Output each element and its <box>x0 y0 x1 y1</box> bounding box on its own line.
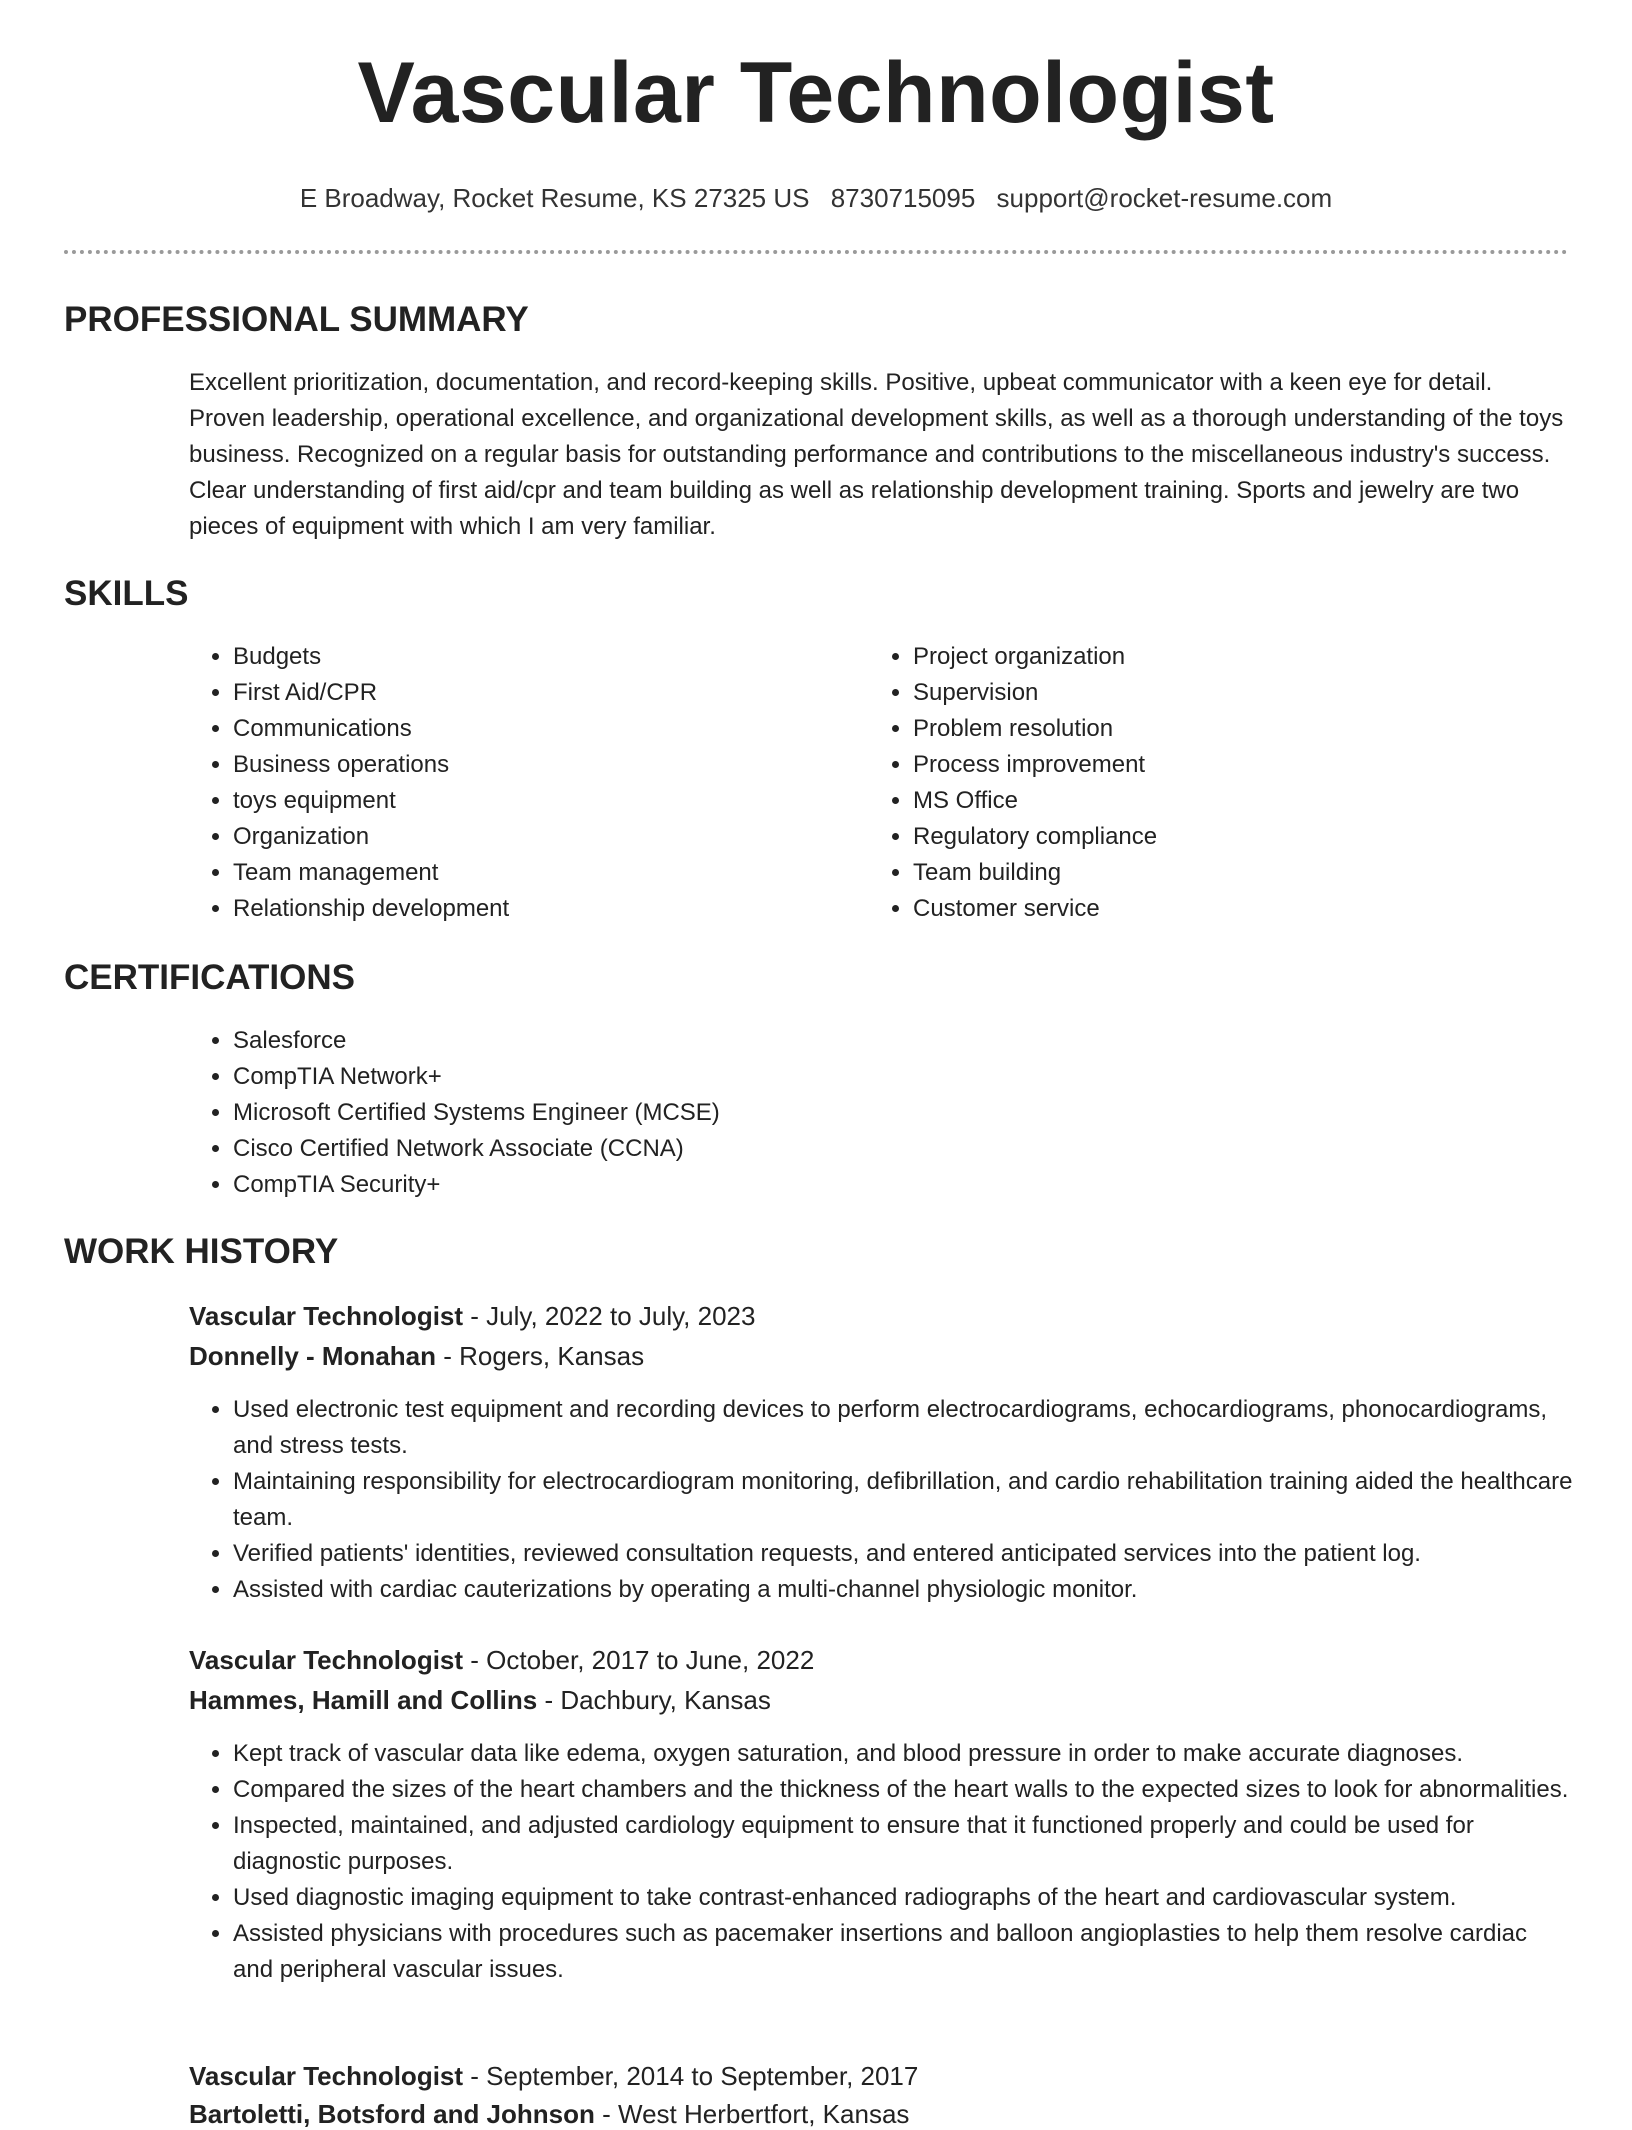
list-item: • Communications <box>233 711 833 747</box>
list-item: • toys equipment <box>233 783 833 819</box>
list-item: • Budgets <box>233 639 833 675</box>
section-title-certifications: CERTIFICATIONS <box>64 958 356 997</box>
header-divider <box>64 250 1568 254</box>
contact-address: E Broadway, Rocket Resume, KS 27325 US <box>299 183 810 213</box>
job-title: Vascular Technologist <box>189 2061 464 2091</box>
list-item: • Maintaining responsibility for electrocardiogram monitoring, defibrillation, and cardio rehabilitation training aided the healthcare team. <box>233 1464 1573 1536</box>
list-item: • Used diagnostic imaging equipment to take contrast-enhanced radiographs of the heart and cardiovascular system. <box>233 1880 1573 1916</box>
list-item: • Supervision <box>913 675 1513 711</box>
job-company-line <box>189 1684 771 1716</box>
section-title-skills: SKILLS <box>64 574 189 613</box>
list-item: • Verified patients' identities, reviewed consultation requests, and entered anticipated services into the patient log. <box>233 1536 1573 1572</box>
job-location: - Rogers, Kansas <box>436 1341 645 1371</box>
job-company: Bartoletti, Botsford and Johnson <box>189 2099 595 2129</box>
job-title: Vascular Technologist <box>189 1645 464 1675</box>
list-item: • Problem resolution <box>913 711 1513 747</box>
job-title-line <box>189 1644 814 1676</box>
contact-line <box>0 183 1632 213</box>
list-item: • First Aid/CPR <box>233 675 833 711</box>
list-item: • Assisted physicians with procedures such as pacemaker insertions and balloon angioplasties to help them resolve cardiac and peripheral vascular issues. <box>233 1916 1573 1988</box>
job-title: Vascular Technologist <box>189 1301 464 1331</box>
job-company: Hammes, Hamill and Collins <box>189 1685 538 1715</box>
list-item: • CompTIA Network+ <box>233 1059 1133 1095</box>
list-item: • Business operations <box>233 747 833 783</box>
list-item: • Used electronic test equipment and recording devices to perform electrocardiograms, echocardiograms, phonocardiograms, and stress tests. <box>233 1392 1573 1464</box>
list-item: • Assisted with cardiac cauterizations by operating a multi-channel physiologic monitor. <box>233 1572 1573 1608</box>
skills-list-right <box>869 639 1513 927</box>
list-item: • Microsoft Certified Systems Engineer (MCSE) <box>233 1095 1133 1131</box>
list-item: • Cisco Certified Network Associate (CCNA) <box>233 1131 1133 1167</box>
certifications-list <box>189 1023 1133 1203</box>
job-company: Donnelly - Monahan <box>189 1341 436 1371</box>
list-item: • Customer service <box>913 891 1513 927</box>
summary-text: Excellent prioritization, documentation, and record-keeping skills. Positive, upbeat communicator with a keen eye for detail. Proven leadership, operational excellence, and organizational development skills, as well as a thorough understanding of the toys business. Recognized on a regular basis for outstanding performance and contributions to the miscellaneous industry's success. Clear understanding of first aid/cpr and team building as well as relationship development training. Sports and jewelry are two pieces of equipment with which I am very familiar. <box>189 369 1564 540</box>
list-item: • Organization <box>233 819 833 855</box>
job-title-line <box>189 1300 755 1332</box>
list-item: • Relationship development <box>233 891 833 927</box>
section-title-summary: PROFESSIONAL SUMMARY <box>64 300 529 339</box>
list-item: • Inspected, maintained, and adjusted cardiology equipment to ensure that it functioned properly and could be used for diagnostic purposes. <box>233 1808 1573 1880</box>
list-item: • Process improvement <box>913 747 1513 783</box>
section-title-work-history: WORK HISTORY <box>64 1232 339 1271</box>
list-item: • Team building <box>913 855 1513 891</box>
job-location: - Dachbury, Kansas <box>537 1685 771 1715</box>
list-item: • Compared the sizes of the heart chambers and the thickness of the heart walls to the expected sizes to look for abnormalities. <box>233 1772 1573 1808</box>
job-title-line <box>189 2060 918 2092</box>
skills-list-left <box>189 639 833 927</box>
list-item: • Project organization <box>913 639 1513 675</box>
contact-phone: 8730715095 <box>830 183 976 213</box>
job-dates: - October, 2017 to June, 2022 <box>463 1645 815 1675</box>
job-dates: - September, 2014 to September, 2017 <box>463 2061 919 2091</box>
job-company-line <box>189 2098 909 2130</box>
job-bullets <box>189 1392 1573 1608</box>
list-item: • Kept track of vascular data like edema, oxygen saturation, and blood pressure in order to make accurate diagnoses. <box>233 1736 1573 1772</box>
list-item: • MS Office <box>913 783 1513 819</box>
job-company-line <box>189 1340 644 1372</box>
list-item: • CompTIA Security+ <box>233 1167 1133 1203</box>
contact-email[interactable]: support@rocket-resume.com <box>996 183 1333 213</box>
job-dates: - July, 2022 to July, 2023 <box>463 1301 756 1331</box>
list-item: • Regulatory compliance <box>913 819 1513 855</box>
list-item: • Team management <box>233 855 833 891</box>
job-location: - West Herbertfort, Kansas <box>594 2099 910 2129</box>
job-bullets <box>189 1736 1573 1988</box>
list-item: • Salesforce <box>233 1023 1133 1059</box>
resume-title: Vascular Technologist <box>357 45 1275 141</box>
